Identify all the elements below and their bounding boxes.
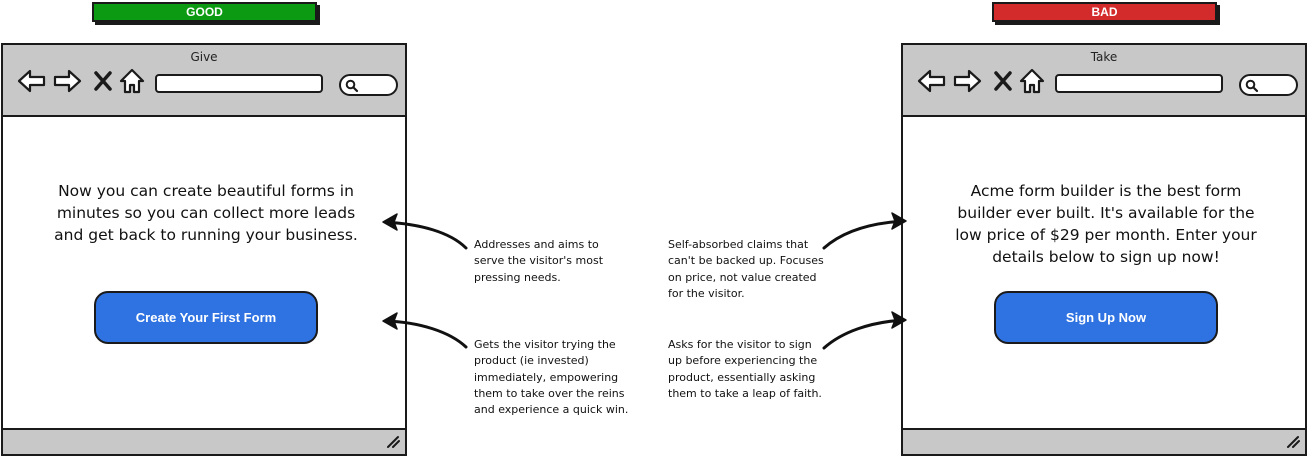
window-title: Take xyxy=(1090,50,1118,64)
arrow-good-headline xyxy=(385,222,466,248)
headline-text: Now you can create beautiful forms in minutes so you can collect more leads and get back to running your business. xyxy=(54,182,358,244)
arrow-bad-cta xyxy=(824,320,904,348)
good-badge: GOOD xyxy=(92,2,317,22)
create-first-form-button[interactable]: Create Your First Form xyxy=(94,291,318,344)
arrow-bad-headline xyxy=(824,221,904,248)
annotation-bad-cta: Asks for the visitor to sign up before experiencing the product, essentially asking them to take a leap of faith. xyxy=(668,338,822,400)
headline-text: Acme form builder is the best form builder ever built. It's available for the low price of $29 per month. Enter your details below to sign up now! xyxy=(955,182,1257,266)
annotation-bad-headline: Self-absorbed claims that can't be backed up. Focuses on price, not value created for the visitor. xyxy=(668,238,824,300)
bad-badge: BAD xyxy=(992,2,1217,22)
annotation-good-cta: Gets the visitor trying the product (ie invested) immediately, empowering them to take over the reins and experience a quick win. xyxy=(474,338,629,417)
annotation-good-headline: Addresses and aims to serve the visitor's most pressing needs. xyxy=(474,238,604,284)
sign-up-now-button[interactable]: Sign Up Now xyxy=(994,291,1218,344)
window-title: Give xyxy=(190,50,218,64)
arrow-good-cta xyxy=(385,321,466,347)
